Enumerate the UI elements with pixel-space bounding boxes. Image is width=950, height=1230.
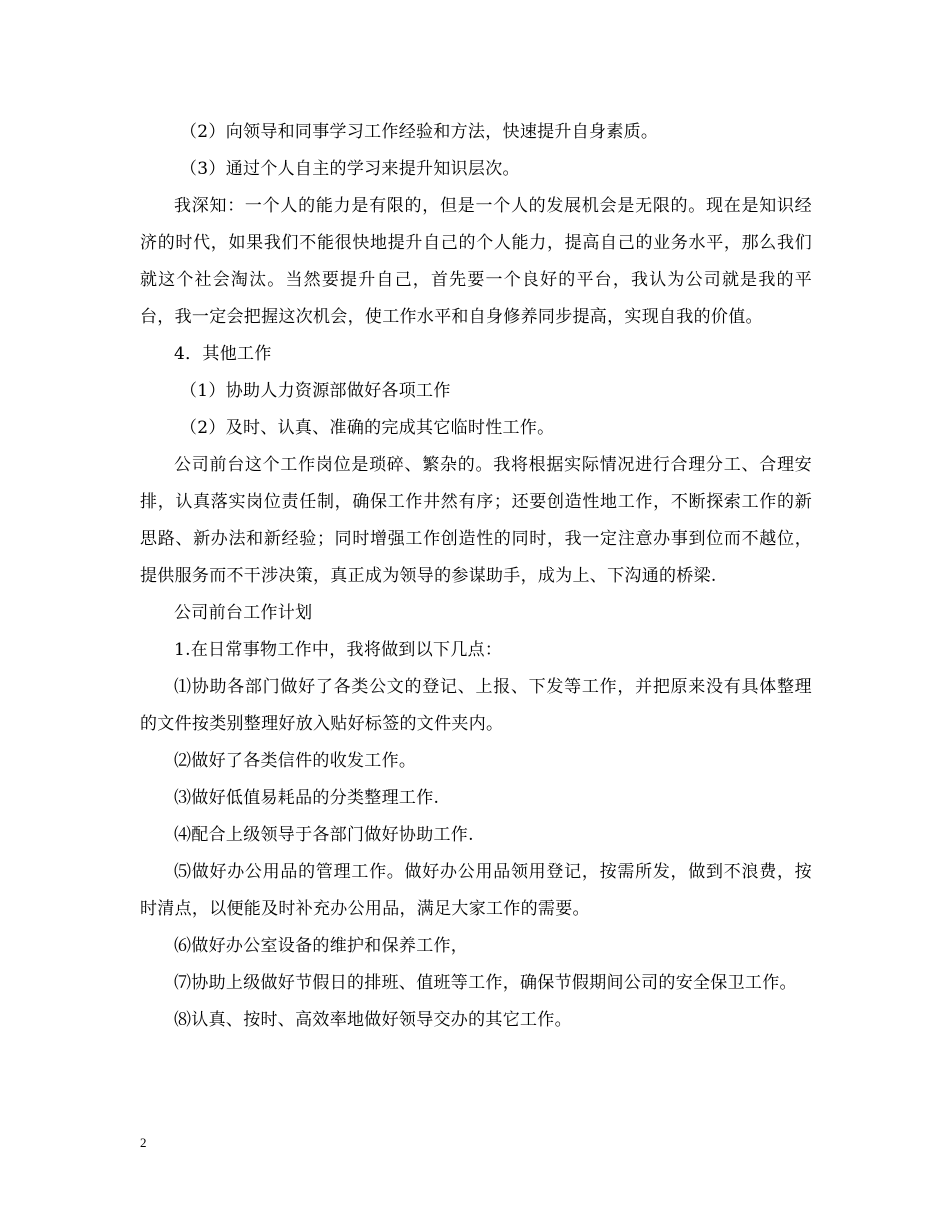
paragraph-front-desk-summary: 公司前台这个工作岗位是琐碎、繁杂的。我将根据实际情况进行合理分工、合理安排，认真落实岗位责任制，确保工作井然有序；还要创造性地工作，不断探索工作的新思路、新办法和新经验；同时增强工作创造性的同时，我一定注意办事到位而不越位，提供服务而不干涉决策，真正成为领导的参谋助手，成为上、下沟通的桥梁. bbox=[140, 455, 812, 586]
paragraph-self-study: （3）通过个人自主的学习来提升知识层次。 bbox=[180, 159, 520, 179]
section-heading-work-plan: 公司前台工作计划 bbox=[174, 603, 313, 623]
paragraph-assist-hr: （1）协助人力资源部做好各项工作 bbox=[180, 381, 451, 401]
paragraph-temporary-tasks: （2）及时、认真、准确的完成其它临时性工作。 bbox=[180, 418, 555, 438]
page-number: 2 bbox=[140, 1135, 147, 1150]
list-item-document-filing: ⑴协助各部门做好了各类公文的登记、上报、下发等工作，并把原来没有具体整理的文件按类别整理好放入贴好标签的文件夹内。 bbox=[140, 677, 812, 734]
section-heading-other-work: 4．其他工作 bbox=[174, 344, 272, 364]
list-item-consumables: ⑶做好低值易耗品的分类整理工作. bbox=[174, 788, 440, 808]
list-item-assist-leaders: ⑷配合上级领导于各部门做好协助工作. bbox=[174, 825, 474, 845]
paragraph-ability-reflection: 我深知：一个人的能力是有限的，但是一个人的发展机会是无限的。现在是知识经济的时代，如果我们不能很快地提升自己的个人能力，提高自己的业务水平，那么我们就这个社会淘汰。当然要提升自己，首先要一个良好的平台，我认为公司就是我的平台，我一定会把握这次机会，使工作水平和自身修养同步提高，实现自我的价值。 bbox=[140, 196, 812, 327]
list-item-other-assigned-work: ⑻认真、按时、高效率地做好领导交办的其它工作。 bbox=[174, 1010, 572, 1030]
list-item-mail-handling: ⑵做好了各类信件的收发工作。 bbox=[174, 751, 417, 771]
list-item-equipment-maintenance: ⑹做好办公室设备的维护和保养工作， bbox=[174, 936, 469, 956]
list-item-holiday-scheduling: ⑺协助上级做好节假日的排班、值班等工作，确保节假期间公司的安全保卫工作。 bbox=[174, 973, 797, 993]
paragraph-daily-affairs-intro: 1.在日常事物工作中，我将做到以下几点： bbox=[174, 640, 503, 660]
document-body bbox=[140, 114, 812, 1039]
list-item-office-supplies: ⑸做好办公用品的管理工作。做好办公用品领用登记，按需所发，做到不浪费，按时清点，以便能及时补充办公用品，满足大家工作的需要。 bbox=[140, 862, 812, 919]
paragraph-learn-from-leaders: （2）向领导和同事学习工作经验和方法，快速提升自身素质。 bbox=[180, 122, 659, 142]
